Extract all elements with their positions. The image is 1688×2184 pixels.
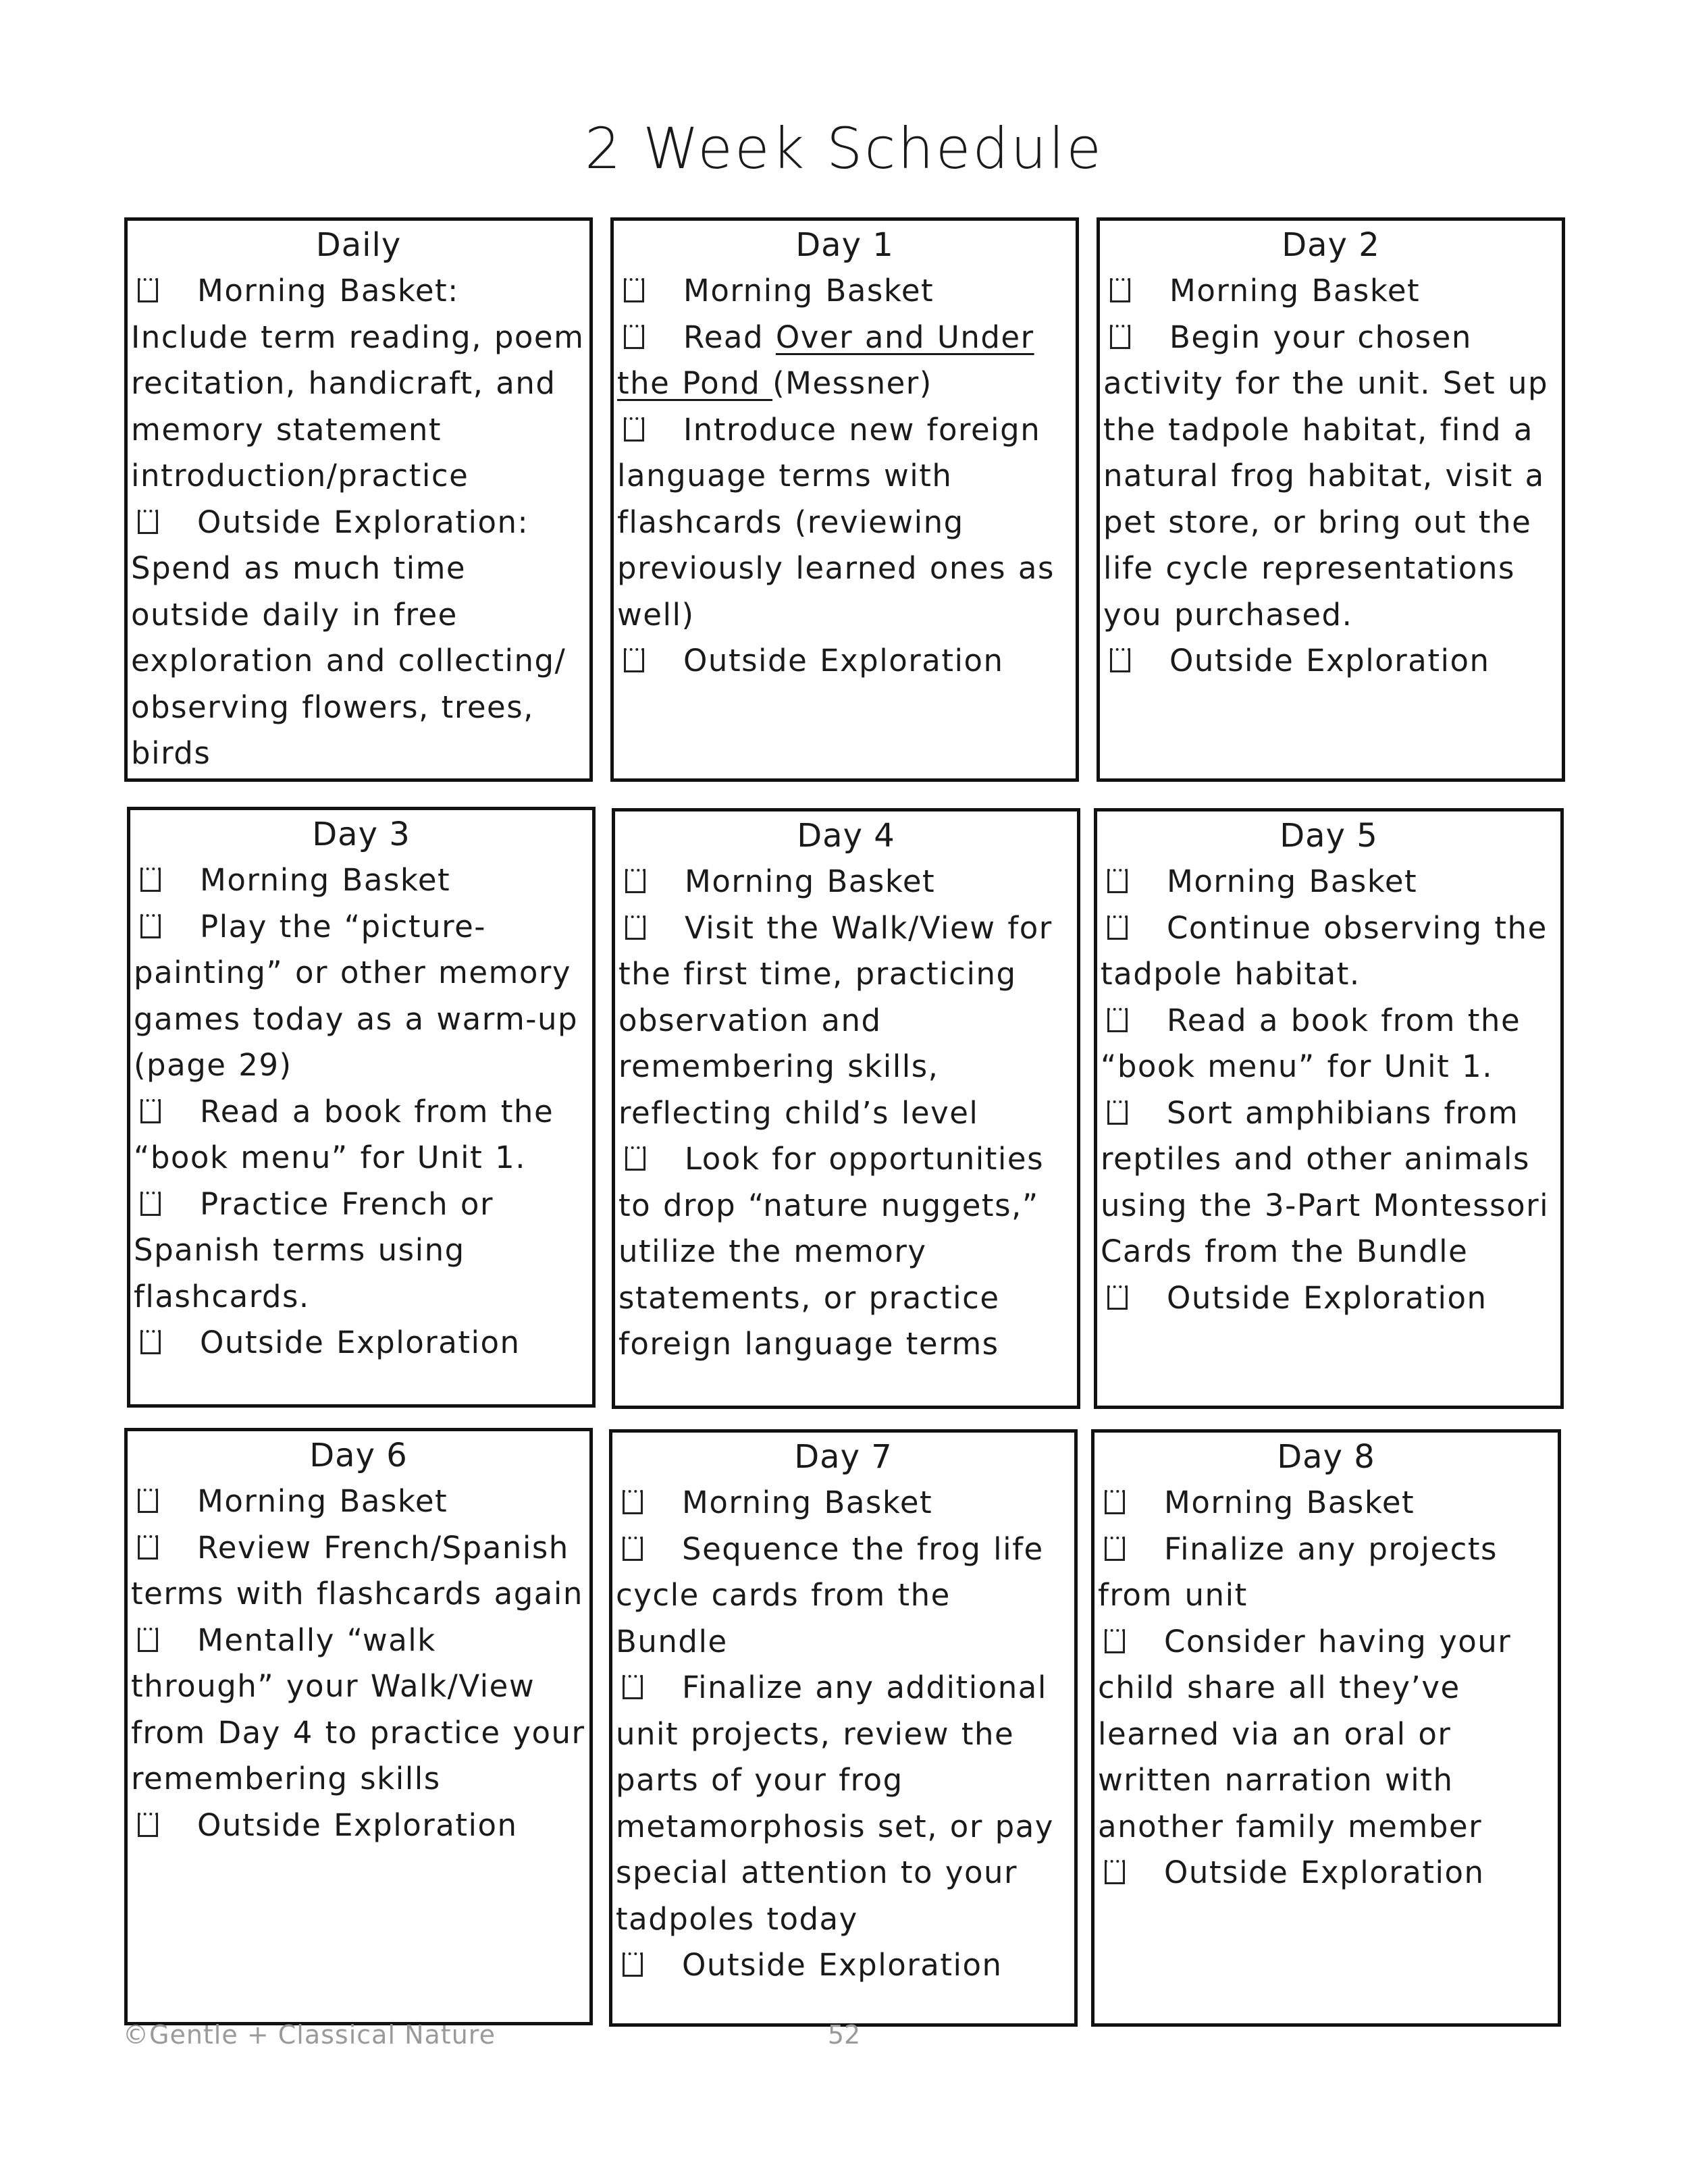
checkbox-icon[interactable] <box>138 1628 158 1652</box>
checkbox-icon[interactable] <box>140 914 161 938</box>
card-title: Day 2 <box>1282 226 1380 264</box>
checklist-item <box>612 1942 1074 1989</box>
item-text-post: (Messner) <box>772 365 932 401</box>
footer-copyright: ©Gentle + Classical Nature <box>123 2020 496 2050</box>
checklist-item <box>128 1525 589 1618</box>
item-text: Continue observing the tadpole habitat. <box>1101 909 1548 992</box>
checklist-item <box>1094 1480 1558 1526</box>
item-text: Morning Basket <box>1164 1485 1415 1520</box>
checkbox-icon[interactable] <box>1105 1860 1125 1884</box>
checklist-item <box>614 268 1076 315</box>
checkbox-icon[interactable] <box>624 278 644 302</box>
item-text: Morning Basket <box>685 863 936 899</box>
checklist-item <box>614 315 1076 407</box>
item-text: Review French/Spanish terms with flashcards again <box>131 1529 583 1612</box>
card-day-3 <box>127 807 596 1408</box>
card-day-4 <box>612 808 1080 1409</box>
card-title: Day 3 <box>312 816 411 853</box>
checklist-item <box>1094 1619 1558 1850</box>
checkbox-icon[interactable] <box>625 869 645 893</box>
checkbox-icon[interactable] <box>624 325 644 349</box>
item-text: Visit the Walk/View for the first time, practicing observation and remembering skills, reflecting child’s level <box>618 909 1053 1131</box>
footer-page-number: 52 <box>827 2020 861 2050</box>
item-text: Read a book from the “book menu” for Unit 1. <box>1101 1002 1521 1084</box>
checklist-item <box>1097 1275 1560 1322</box>
checklist-item <box>614 638 1076 685</box>
checkbox-icon[interactable] <box>1107 915 1128 940</box>
checkbox-icon[interactable] <box>140 1099 161 1123</box>
card-daily <box>124 217 593 782</box>
checklist-item <box>615 905 1077 1137</box>
checklist-item <box>130 857 592 904</box>
item-text: Sort amphibians from reptiles and other animals using the 3-Part Montessori Cards from the Bundle <box>1101 1094 1550 1269</box>
book-title: Over and Under the Pond <box>617 319 1034 401</box>
checkbox-icon[interactable] <box>1110 325 1130 349</box>
item-text: Finalize any additional unit projects, review the parts of your frog metamorphosis set, or pay special attention to your tadpoles today <box>616 1670 1054 1937</box>
item-text: Consider having your child share all they’ve learned via an oral or written narration with another family member <box>1098 1623 1512 1844</box>
checkbox-icon[interactable] <box>140 1330 161 1354</box>
checklist-item <box>130 1089 592 1181</box>
checkbox-icon[interactable] <box>1105 1490 1125 1514</box>
card-day-2 <box>1097 217 1565 782</box>
item-text: Read a book from the “book menu” for Unit 1. <box>134 1093 554 1175</box>
checkbox-icon[interactable] <box>624 648 644 672</box>
card-day-5 <box>1094 808 1564 1409</box>
item-text: Outside Exploration <box>682 1947 1003 1983</box>
checkbox-icon[interactable] <box>623 1490 643 1514</box>
item-text: Outside Exploration <box>1164 1855 1485 1890</box>
checkbox-icon[interactable] <box>623 1675 643 1699</box>
checklist-item <box>1097 998 1560 1090</box>
checklist-item <box>615 1136 1077 1368</box>
item-text: Outside Exploration <box>683 643 1004 678</box>
item-text: Outside Exploration <box>200 1325 521 1360</box>
checklist-item <box>128 500 589 777</box>
checkbox-icon[interactable] <box>624 417 644 442</box>
checkbox-icon[interactable] <box>1107 1285 1128 1310</box>
checklist-item <box>128 1803 589 1849</box>
checklist-item <box>128 1618 589 1803</box>
item-text: Morning Basket <box>1167 863 1418 899</box>
checklist-item <box>1097 859 1560 905</box>
checkbox-icon[interactable] <box>625 915 645 940</box>
item-text: Introduce new foreign language terms with flashcards (reviewing previously learned ones as well) <box>617 411 1055 633</box>
item-text-pre: Read <box>683 319 776 355</box>
item-text: Play the “picture-painting” or other memory games today as a warm-up (page 29) <box>134 908 579 1083</box>
item-text: Outside Exploration <box>1167 1279 1487 1316</box>
checkbox-icon[interactable] <box>623 1537 643 1561</box>
checkbox-icon[interactable] <box>138 1813 158 1837</box>
checklist-item <box>130 904 592 1089</box>
card-title: Day 5 <box>1280 817 1378 855</box>
checklist-item <box>1097 905 1560 998</box>
item-text: Outside Exploration <box>197 1807 518 1843</box>
checklist-item <box>1100 638 1562 685</box>
item-text: Morning Basket <box>200 862 451 898</box>
checkbox-icon[interactable] <box>138 278 158 302</box>
checkbox-icon[interactable] <box>1107 1008 1128 1032</box>
card-day-7 <box>609 1429 1078 2027</box>
checkbox-icon[interactable] <box>1110 278 1130 302</box>
item-text: Morning Basket <box>1169 273 1421 309</box>
checklist-item <box>1100 268 1562 315</box>
checkbox-icon[interactable] <box>138 510 158 534</box>
checkbox-icon[interactable] <box>625 1146 645 1171</box>
card-title: Day 7 <box>794 1438 893 1476</box>
checkbox-icon[interactable] <box>623 1952 643 1977</box>
item-text: Begin your chosen activity for the unit. Set up the tadpole habitat, find a natural frog habitat, visit a pet store, or bring out the life cycle representations you purchased. <box>1103 319 1549 633</box>
checklist-item <box>1100 315 1562 639</box>
page-title: 2 Week Schedule <box>585 115 1103 182</box>
card-title: Day 6 <box>309 1437 408 1474</box>
card-day-6 <box>124 1428 593 2025</box>
checkbox-icon[interactable] <box>1105 1629 1125 1653</box>
item-text: Morning Basket <box>682 1485 933 1520</box>
checklist-item <box>612 1480 1074 1526</box>
checkbox-icon[interactable] <box>1107 869 1128 893</box>
card-title: Day 8 <box>1277 1438 1375 1476</box>
checklist-item <box>1094 1850 1558 1896</box>
checkbox-icon[interactable] <box>140 868 161 892</box>
checkbox-icon[interactable] <box>1105 1537 1125 1561</box>
item-text: Sequence the frog life cycle cards from the Bundle <box>616 1530 1044 1659</box>
checkbox-icon[interactable] <box>1107 1100 1128 1125</box>
item-text: Outside Exploration <box>1169 643 1490 678</box>
card-title: Daily <box>315 226 402 264</box>
card-day-8 <box>1091 1429 1561 2027</box>
item-text: Outside Exploration: Spend as much time outside daily in free exploration and collecting/ observing flowers, trees, birds <box>131 504 566 771</box>
checklist-item <box>1094 1526 1558 1619</box>
item-text: Morning Basket: Include term reading, poem recitation, handicraft, and memory statement introduction/practice <box>131 273 585 494</box>
checklist-item <box>612 1665 1074 1942</box>
card-day-1 <box>610 217 1079 782</box>
checklist-item <box>1097 1090 1560 1275</box>
checklist-item <box>612 1526 1074 1666</box>
item-text: Morning Basket <box>197 1483 448 1519</box>
card-title: Day 4 <box>797 817 895 855</box>
checklist-item <box>130 1320 592 1366</box>
checkbox-icon[interactable] <box>1110 648 1130 672</box>
checklist-item <box>128 268 589 500</box>
item-text: Morning Basket <box>683 273 934 309</box>
checklist-item <box>615 859 1077 905</box>
checklist-item <box>614 407 1076 639</box>
checklist-item <box>128 1479 589 1525</box>
checkbox-icon[interactable] <box>138 1489 158 1513</box>
checkbox-icon[interactable] <box>138 1535 158 1560</box>
item-text: Practice French or Spanish terms using flashcards. <box>134 1186 494 1314</box>
item-text: Look for opportunities to drop “nature nuggets,” utilize the memory statements, or practice foreign language terms <box>618 1141 1045 1362</box>
item-text: Finalize any projects from unit <box>1098 1530 1498 1613</box>
checklist-item <box>130 1181 592 1321</box>
card-title: Day 1 <box>795 226 894 264</box>
item-text: Mentally “walk through” your Walk/View from Day 4 to practice your remembering skills <box>131 1622 585 1796</box>
checkbox-icon[interactable] <box>140 1192 161 1216</box>
